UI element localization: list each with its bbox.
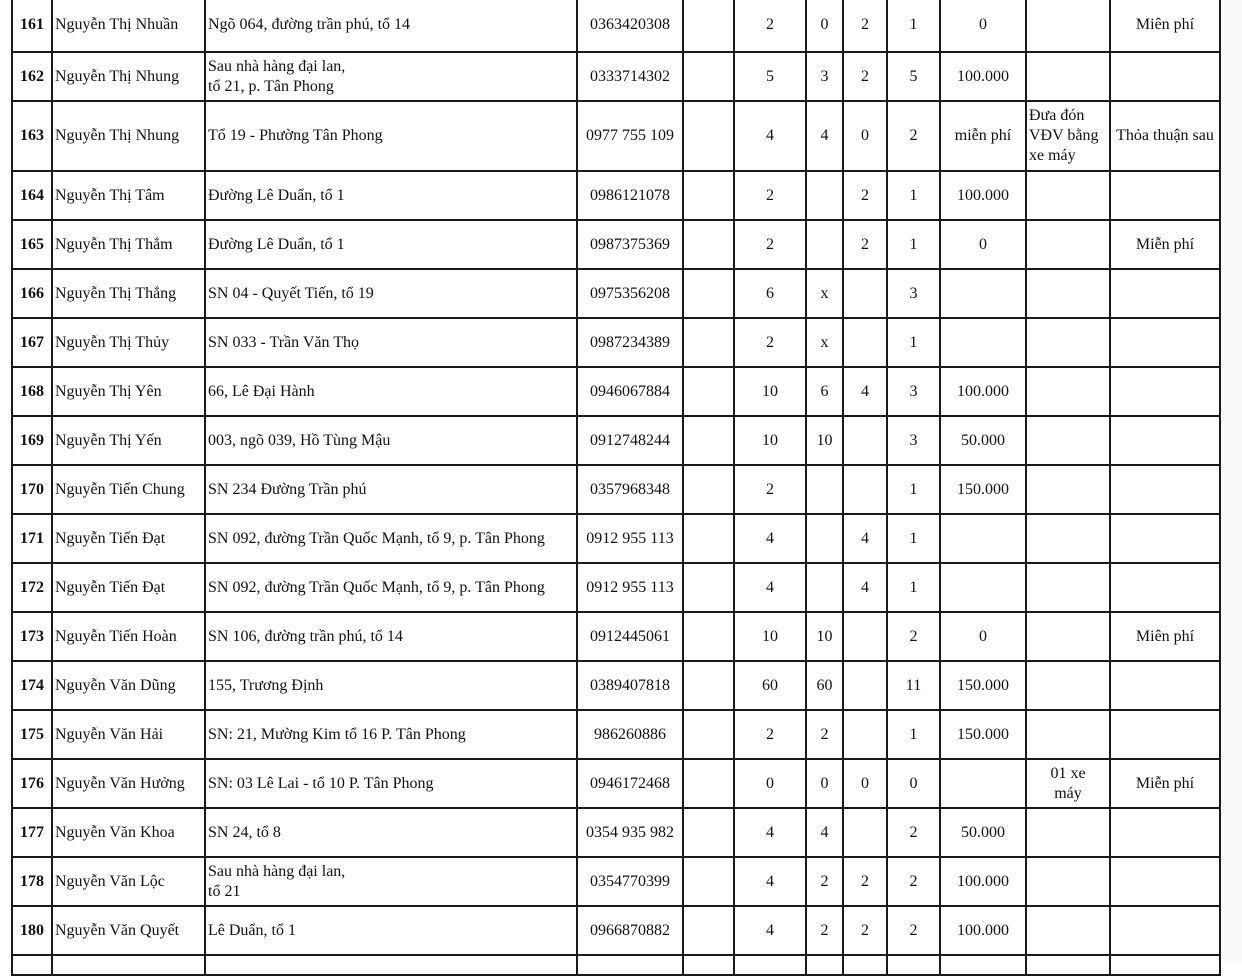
table-row[interactable] [12,52,1220,101]
row-n3: 2 [843,0,887,52]
table-row[interactable] [12,906,1220,955]
row-n2: 10 [806,612,843,661]
row-address [205,101,577,171]
row-address [205,612,577,661]
row-n2: 4 [806,101,843,171]
table-row[interactable] [12,171,1220,220]
row-n2 [806,465,843,514]
row-address-line: Sau nhà hàng đại lan, [208,57,346,75]
row-note: Miễn phí [1110,759,1220,808]
row-n2: x [806,269,843,318]
row-blank [683,759,734,808]
row-address-line: tổ 21, p. Tân Phong [208,77,334,95]
row-note: Miễn phí [1110,220,1220,269]
row-blank [683,857,734,906]
row-number: 166 [12,269,52,318]
row-name [52,955,205,975]
row-phone: 0389407818 [577,661,683,710]
row-n1: 2 [734,318,806,367]
row-n1: 2 [734,220,806,269]
row-address [205,563,577,612]
row-address-line: SN 24, tổ 8 [208,823,281,841]
row-name: Nguyễn Thị Nhung [52,52,205,101]
row-n1 [734,955,806,975]
row-n1: 10 [734,612,806,661]
row-name: Nguyễn Thị Yên [52,367,205,416]
row-phone: 986260886 [577,710,683,759]
row-address [205,710,577,759]
row-phone: 0354 935 982 [577,808,683,857]
row-phone: 0987234389 [577,318,683,367]
row-transport [1026,171,1110,220]
row-note: Miên phí [1110,612,1220,661]
row-transport [1026,612,1110,661]
row-address [205,416,577,465]
row-n4: 2 [887,101,940,171]
row-transport [1026,661,1110,710]
row-n3 [843,955,887,975]
row-price: 50.000 [940,416,1026,465]
row-phone: 0986121078 [577,171,683,220]
row-price: 150.000 [940,465,1026,514]
row-name: Nguyễn Thị Thắng [52,269,205,318]
row-n1: 4 [734,514,806,563]
row-n2: 6 [806,367,843,416]
row-n2: 3 [806,52,843,101]
row-transport-line: Đưa đón [1029,107,1085,124]
row-n2: 2 [806,710,843,759]
row-n4: 2 [887,808,940,857]
row-price: miễn phí [940,101,1026,171]
row-n3: 4 [843,367,887,416]
row-note [1110,171,1220,220]
row-blank [683,514,734,563]
row-transport [1026,808,1110,857]
table-row[interactable] [12,220,1220,269]
row-price [940,269,1026,318]
row-name: Nguyễn Văn Khoa [52,808,205,857]
row-blank [683,710,734,759]
row-number: 177 [12,808,52,857]
row-phone: 0912445061 [577,612,683,661]
row-name: Nguyễn Văn Hưởng [52,759,205,808]
row-transport [1026,710,1110,759]
row-address-line: Đường Lê Duẩn, tổ 1 [208,235,345,253]
row-n1: 4 [734,563,806,612]
row-n3 [843,661,887,710]
row-n2: 2 [806,857,843,906]
row-n3: 2 [843,906,887,955]
row-address [205,367,577,416]
table-body [12,0,1220,975]
row-number: 173 [12,612,52,661]
row-number: 169 [12,416,52,465]
row-address [205,220,577,269]
row-number: 180 [12,906,52,955]
row-transport [1026,465,1110,514]
row-name: Nguyễn Thị Thủy [52,318,205,367]
row-blank [683,955,734,975]
row-note [1110,269,1220,318]
row-n2 [806,514,843,563]
row-number: 176 [12,759,52,808]
row-n4: 1 [887,514,940,563]
row-note: Miên phí [1110,0,1220,52]
row-n3: 0 [843,101,887,171]
row-n2 [806,171,843,220]
row-phone: 0912748244 [577,416,683,465]
row-name: Nguyễn Văn Hải [52,710,205,759]
row-address [205,955,577,975]
row-n3 [843,269,887,318]
row-n4: 2 [887,906,940,955]
row-n1: 6 [734,269,806,318]
row-address-line: SN: 03 Lê Lai - tổ 10 P. Tân Phong [208,774,434,792]
sheet-margin [1221,0,1242,962]
row-address-line: SN 092, đường Trần Quốc Mạnh, tổ 9, p. Tân Phong [208,578,545,596]
row-blank [683,465,734,514]
row-address-line: Đường Lê Duẩn, tổ 1 [208,186,345,204]
row-transport [1026,367,1110,416]
row-address-line: Sau nhà hàng đại lan, [208,862,346,880]
row-n4 [887,955,940,975]
row-price [940,514,1026,563]
row-phone: 0912 955 113 [577,514,683,563]
row-note [1110,563,1220,612]
row-transport [1026,514,1110,563]
row-transport-line: máy [1054,784,1082,802]
row-number: 172 [12,563,52,612]
row-note [1110,710,1220,759]
row-number: 163 [12,101,52,171]
row-note [1110,808,1220,857]
row-blank [683,661,734,710]
row-phone: 0363420308 [577,0,683,52]
table-row[interactable] [12,808,1220,857]
row-price: 150.000 [940,661,1026,710]
row-number [12,955,52,975]
row-blank [683,416,734,465]
row-blank [683,171,734,220]
row-n2: 4 [806,808,843,857]
row-number: 165 [12,220,52,269]
table-row[interactable] [12,759,1220,808]
row-phone [577,955,683,975]
row-transport [1026,318,1110,367]
row-n4: 1 [887,563,940,612]
row-n4: 1 [887,465,940,514]
table-row[interactable] [12,367,1220,416]
row-note [1110,955,1220,975]
row-n3 [843,416,887,465]
row-address-line: SN 033 - Trần Văn Thọ [208,333,359,351]
table-row[interactable] [12,612,1220,661]
row-address-line: Lê Duẩn, tổ 1 [208,921,296,939]
row-transport-line: 01 xe [1050,764,1086,782]
row-blank [683,0,734,52]
row-number: 161 [12,0,52,52]
row-address-line: SN 092, đường Trần Quốc Mạnh, tổ 9, p. Tân Phong [208,529,545,547]
row-n3 [843,808,887,857]
row-number: 174 [12,661,52,710]
row-n3: 2 [843,220,887,269]
row-number: 162 [12,52,52,101]
row-name: Nguyễn Tiến Đạt [52,514,205,563]
row-note [1110,906,1220,955]
row-n3: 2 [843,52,887,101]
row-n3: 2 [843,171,887,220]
row-n2: 0 [806,759,843,808]
row-transport [1026,269,1110,318]
row-name: Nguyễn Thị Nhuần [52,0,205,52]
row-address [205,318,577,367]
row-phone: 0987375369 [577,220,683,269]
row-n2: x [806,318,843,367]
row-number: 171 [12,514,52,563]
row-name: Nguyễn Tiến Đạt [52,563,205,612]
row-n2: 0 [806,0,843,52]
row-address [205,857,577,906]
row-name: Nguyễn Văn Dũng [52,661,205,710]
row-number: 167 [12,318,52,367]
row-address-line: Tổ 19 - Phường Tân Phong [208,127,383,144]
row-name: Nguyễn Tiến Hoàn [52,612,205,661]
row-transport [1026,220,1110,269]
row-price [940,955,1026,975]
row-transport-line: VĐV bằng [1029,127,1099,144]
table-row[interactable] [12,269,1220,318]
accommodation-table [11,0,1221,976]
row-blank [683,612,734,661]
row-n2 [806,563,843,612]
row-address [205,269,577,318]
row-n2 [806,955,843,975]
row-transport [1026,416,1110,465]
row-n1: 2 [734,710,806,759]
row-n4: 2 [887,857,940,906]
row-transport [1026,563,1110,612]
row-n4: 0 [887,759,940,808]
row-blank [683,906,734,955]
row-address [205,759,577,808]
table-row[interactable] [12,318,1220,367]
table-row[interactable] [12,661,1220,710]
row-n4: 1 [887,710,940,759]
row-transport [1026,52,1110,101]
row-blank [683,318,734,367]
table-row[interactable] [12,416,1220,465]
row-phone: 0946067884 [577,367,683,416]
row-phone: 0333714302 [577,52,683,101]
row-name: Nguyễn Thị Thắm [52,220,205,269]
row-price: 100.000 [940,857,1026,906]
row-n4: 3 [887,416,940,465]
row-note: Thỏa thuận sau [1110,101,1220,171]
row-n3: 4 [843,514,887,563]
row-n4: 3 [887,269,940,318]
row-n1: 4 [734,906,806,955]
row-n4: 11 [887,661,940,710]
row-n2 [806,220,843,269]
row-address-line: 155, Trương Định [208,676,324,694]
row-number: 175 [12,710,52,759]
row-n2: 10 [806,416,843,465]
row-price: 100.000 [940,52,1026,101]
row-price: 0 [940,220,1026,269]
table-row[interactable] [12,514,1220,563]
row-address [205,514,577,563]
table-row[interactable] [12,857,1220,906]
row-name: Nguyễn Thị Yến [52,416,205,465]
row-blank [683,367,734,416]
row-n1: 2 [734,465,806,514]
row-address-line: Ngõ 064, đường trần phú, tổ 14 [208,15,411,33]
row-n1: 4 [734,857,806,906]
row-price [940,318,1026,367]
table-row[interactable] [12,465,1220,514]
row-n3: 4 [843,563,887,612]
row-n1: 2 [734,171,806,220]
table-row[interactable] [12,0,1220,52]
row-n2: 2 [806,906,843,955]
row-blank [683,52,734,101]
row-price: 0 [940,612,1026,661]
row-n4: 1 [887,220,940,269]
row-name: Nguyễn Thị Tâm [52,171,205,220]
row-price: 100.000 [940,906,1026,955]
row-price: 100.000 [940,367,1026,416]
row-note [1110,52,1220,101]
row-phone: 0354770399 [577,857,683,906]
row-n3: 0 [843,759,887,808]
row-address-line: SN 234 Đường Trần phú [208,480,367,498]
row-transport [1026,101,1110,171]
table-row[interactable] [12,563,1220,612]
row-address-line: 003, ngõ 039, Hồ Tùng Mậu [208,431,391,449]
row-n1: 0 [734,759,806,808]
row-blank [683,808,734,857]
row-price: 0 [940,0,1026,52]
row-n4: 1 [887,318,940,367]
row-n4: 1 [887,171,940,220]
row-price [940,563,1026,612]
table-row[interactable] [12,710,1220,759]
row-note [1110,465,1220,514]
row-address [205,906,577,955]
row-n3 [843,318,887,367]
table-row[interactable] [12,101,1220,171]
row-n1: 4 [734,808,806,857]
row-note [1110,367,1220,416]
row-phone: 0966870882 [577,906,683,955]
row-note [1110,857,1220,906]
row-phone: 0912 955 113 [577,563,683,612]
row-note [1110,661,1220,710]
row-note [1110,416,1220,465]
row-blank [683,563,734,612]
row-note [1110,318,1220,367]
row-n1: 10 [734,367,806,416]
row-name: Nguyễn Thị Nhung [52,101,205,171]
row-address-line: 66, Lê Đại Hành [208,382,315,400]
row-number: 168 [12,367,52,416]
row-address-line: SN 04 - Quyết Tiến, tổ 19 [208,284,374,302]
row-note [1110,514,1220,563]
row-n3 [843,465,887,514]
row-n1: 4 [734,101,806,171]
row-address [205,465,577,514]
row-n1: 10 [734,416,806,465]
row-address-line: SN: 21, Mường Kim tổ 16 P. Tân Phong [208,725,466,743]
row-address [205,0,577,52]
row-price [940,759,1026,808]
row-transport [1026,759,1110,808]
row-name: Nguyễn Văn Lộc [52,857,205,906]
row-blank [683,220,734,269]
row-price: 50.000 [940,808,1026,857]
row-address [205,661,577,710]
table-row[interactable] [12,955,1220,975]
row-price: 150.000 [940,710,1026,759]
row-address [205,52,577,101]
row-phone: 0357968348 [577,465,683,514]
row-transport-line: xe máy [1029,147,1076,164]
row-phone: 0975356208 [577,269,683,318]
row-number: 170 [12,465,52,514]
row-n1: 2 [734,0,806,52]
row-number: 164 [12,171,52,220]
row-address-line: SN 106, đường trần phú, tổ 14 [208,627,403,645]
row-transport [1026,955,1110,975]
row-n1: 5 [734,52,806,101]
row-n4: 3 [887,367,940,416]
row-transport [1026,857,1110,906]
row-n4: 5 [887,52,940,101]
row-transport [1026,0,1110,52]
row-blank [683,101,734,171]
row-phone: 0977 755 109 [577,101,683,171]
row-n3 [843,612,887,661]
row-n2: 60 [806,661,843,710]
row-n3: 2 [843,857,887,906]
row-n4: 1 [887,0,940,52]
row-address [205,808,577,857]
row-address-line: tổ 21 [208,882,241,900]
row-transport [1026,906,1110,955]
row-n1: 60 [734,661,806,710]
row-name: Nguyễn Tiến Chung [52,465,205,514]
row-address [205,171,577,220]
row-number: 178 [12,857,52,906]
row-n3 [843,710,887,759]
row-n4: 2 [887,612,940,661]
row-name: Nguyễn Văn Quyết [52,906,205,955]
row-blank [683,269,734,318]
row-phone: 0946172468 [577,759,683,808]
row-price: 100.000 [940,171,1026,220]
